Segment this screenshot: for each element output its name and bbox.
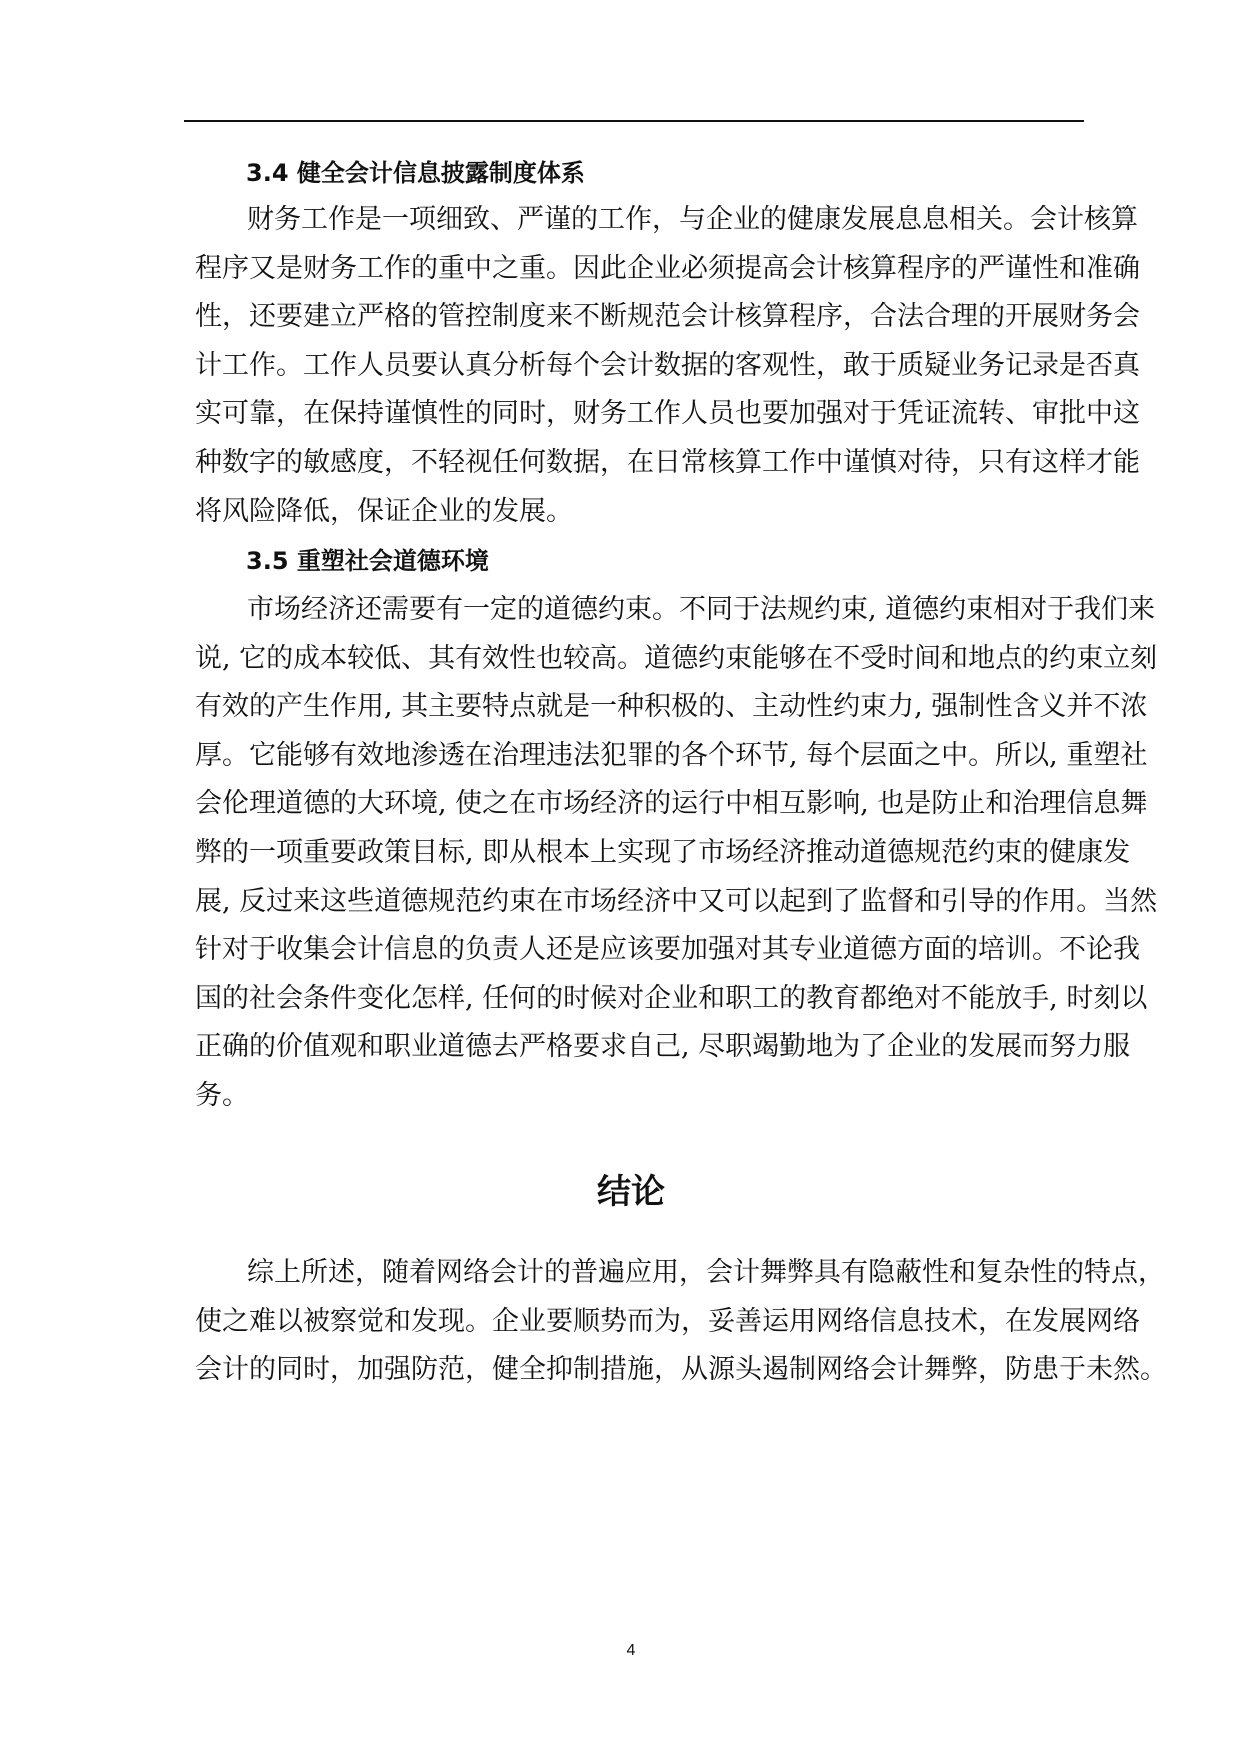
text-line: 有效的产生作用, 其主要特点就是一种积极的、主动性约束力, 强制性含义并不浓 — [195, 691, 1148, 723]
text-line: 针对于收集会计信息的负责人还是应该要加强对其专业道德方面的培训。不论我 — [195, 934, 1140, 966]
paragraph-conclusion — [195, 1249, 1167, 1395]
text-line: 程序又是财务工作的重中之重。因此企业必须提高会计核算程序的严谨性和准确 — [195, 252, 1140, 284]
text-line: 弊的一项重要政策目标, 即从根本上实现了市场经济推动道德规范约束的健康发 — [195, 836, 1131, 868]
text-line: 会伦理道德的大环境, 使之在市场经济的运行中相互影响, 也是防止和治理信息舞 — [195, 788, 1148, 820]
header-rule — [184, 120, 1084, 122]
conclusion-title: 结论 — [597, 1172, 665, 1212]
text-line: 计工作。工作人员要认真分析每个会计数据的客观性，敢于质疑业务记录是否真 — [195, 349, 1140, 381]
paragraph-3-5 — [195, 586, 1158, 1121]
text-line: 实可靠，在保持谨慎性的同时，财务工作人员也要加强对于凭证流转、审批中这 — [195, 398, 1140, 430]
text-line: 务。 — [195, 1079, 249, 1111]
text-line: 将风险降低，保证企业的发展。 — [195, 495, 573, 527]
text-line: 综上所述，随着网络会计的普遍应用，会计舞弊具有隐蔽性和复杂性的特点， — [247, 1257, 1165, 1288]
section-heading-3-4: 3.4 健全会计信息披露制度体系 — [246, 159, 585, 187]
text-line: 使之难以被察觉和发现。企业要顺势而为，妥善运用网络信息技术，在发展网络 — [195, 1305, 1140, 1337]
text-line: 正确的价值观和职业道德去严格要求自己, 尽职竭勤地为了企业的发展而努力服 — [195, 1031, 1131, 1063]
text-line: 国的社会条件变化怎样, 任何的时候对企业和职工的教育都绝对不能放手, 时刻以 — [195, 982, 1148, 1014]
text-line: 展, 反过来这些道德规范约束在市场经济中又可以起到了监督和引导的作用。当然 — [195, 885, 1158, 917]
text-line: 会计的同时，加强防范，健全抑制措施，从源头遏制网络会计舞弊，防患于未然。 — [195, 1354, 1167, 1386]
paragraph-3-4 — [195, 196, 1140, 536]
page-number: 4 — [626, 1642, 636, 1659]
text-line: 种数字的敏感度，不轻视任何数据，在日常核算工作中谨慎对待，只有这样才能 — [195, 446, 1140, 478]
text-line: 说, 它的成本较低、其有效性也较高。道德约束能够在不受时间和地点的约束立刻 — [195, 642, 1158, 674]
text-line: 厚。它能够有效地渗透在治理违法犯罪的各个环节, 每个层面之中。所以, 重塑社 — [195, 739, 1148, 771]
text-line: 性，还要建立严格的管控制度来不断规范会计核算程序，合法合理的开展财务会 — [195, 301, 1140, 333]
text-line: 市场经济还需要有一定的道德约束。不同于法规约束, 道德约束相对于我们来 — [247, 594, 1156, 625]
text-line: 财务工作是一项细致、严谨的工作，与企业的健康发展息息相关。会计核算 — [247, 204, 1138, 235]
section-heading-3-5: 3.5 重塑社会道德环境 — [246, 547, 489, 575]
